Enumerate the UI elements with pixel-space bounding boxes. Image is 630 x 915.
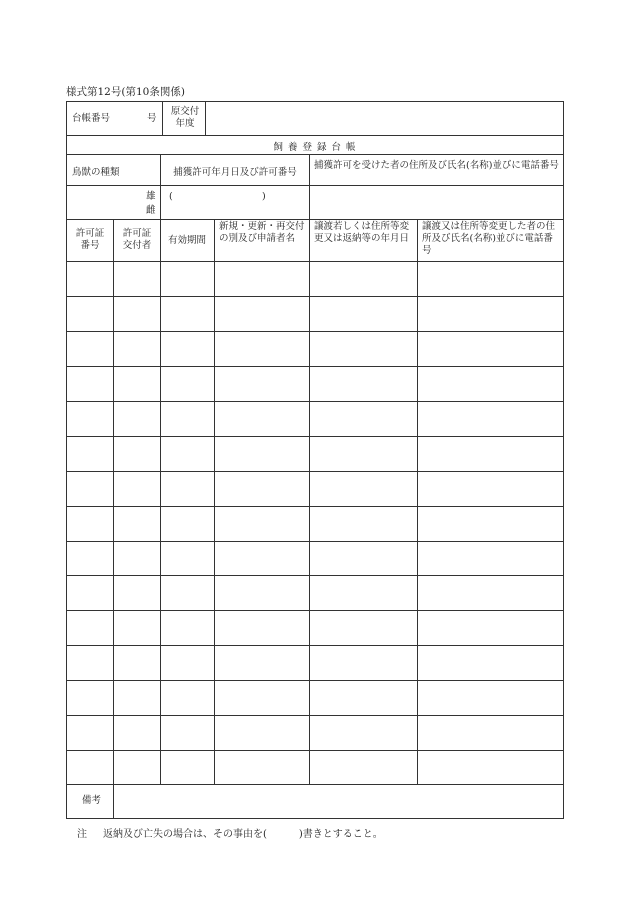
column-transfer-date: 譲渡若しくは住所等変更又は返納等の年月日 bbox=[314, 221, 410, 244]
table-cell[interactable] bbox=[418, 751, 563, 785]
table-cell[interactable] bbox=[114, 402, 160, 436]
table-cell[interactable] bbox=[310, 542, 417, 576]
table-cell[interactable] bbox=[215, 542, 309, 576]
table-cell[interactable] bbox=[418, 507, 563, 541]
rule-horizontal bbox=[66, 154, 564, 155]
rule-vertical bbox=[309, 219, 310, 785]
column-validity-period: 有効期間 bbox=[167, 235, 206, 246]
table-cell[interactable] bbox=[161, 367, 214, 401]
table-cell[interactable] bbox=[161, 611, 214, 645]
table-cell[interactable] bbox=[114, 297, 160, 331]
rule-horizontal bbox=[66, 185, 564, 186]
rule-horizontal bbox=[66, 645, 564, 646]
table-cell[interactable] bbox=[67, 576, 113, 610]
close-paren: ) bbox=[262, 191, 266, 202]
table-cell[interactable] bbox=[114, 367, 160, 401]
permit-issuer-line-1: 許可証 bbox=[122, 228, 152, 239]
table-cell[interactable] bbox=[310, 576, 417, 610]
column-permit-number bbox=[67, 228, 113, 252]
rule-horizontal bbox=[66, 506, 564, 507]
table-cell[interactable] bbox=[215, 507, 309, 541]
table-cell[interactable] bbox=[67, 542, 113, 576]
rule-vertical bbox=[160, 154, 161, 186]
table-cell[interactable] bbox=[161, 297, 214, 331]
footnote-text: 返納及び亡失の場合は、その事由を( bbox=[103, 829, 267, 840]
table-cell[interactable] bbox=[215, 611, 309, 645]
table-cell[interactable] bbox=[310, 472, 417, 506]
table-cell[interactable] bbox=[418, 576, 563, 610]
form-border-bottom bbox=[66, 818, 564, 819]
table-cell[interactable] bbox=[114, 472, 160, 506]
table-cell[interactable] bbox=[67, 437, 113, 471]
rule-horizontal bbox=[66, 366, 564, 367]
rule-horizontal bbox=[66, 610, 564, 611]
table-cell[interactable] bbox=[215, 437, 309, 471]
rule-horizontal bbox=[66, 715, 564, 716]
original-issue-line-2: 年度 bbox=[175, 118, 195, 129]
table-cell[interactable] bbox=[67, 611, 113, 645]
rule-horizontal bbox=[66, 219, 564, 220]
table-cell[interactable] bbox=[67, 297, 113, 331]
permit-number-line-1: 許可証 bbox=[75, 228, 105, 239]
table-cell[interactable] bbox=[215, 751, 309, 785]
table-cell[interactable] bbox=[114, 576, 160, 610]
rule-vertical bbox=[160, 219, 161, 785]
table-cell[interactable] bbox=[67, 507, 113, 541]
table-cell[interactable] bbox=[418, 646, 563, 680]
form-border-left bbox=[66, 101, 67, 819]
remarks-label: 備考 bbox=[82, 795, 102, 806]
table-cell[interactable] bbox=[310, 367, 417, 401]
table-cell[interactable] bbox=[418, 472, 563, 506]
table-cell[interactable] bbox=[114, 507, 160, 541]
permit-number-line-2: 番号 bbox=[80, 240, 100, 251]
female-label: 雌 bbox=[146, 205, 156, 216]
table-cell[interactable] bbox=[215, 402, 309, 436]
table-cell[interactable] bbox=[418, 611, 563, 645]
table-cell[interactable] bbox=[418, 297, 563, 331]
table-cell[interactable] bbox=[310, 716, 417, 750]
table-cell[interactable] bbox=[418, 367, 563, 401]
rule-horizontal bbox=[66, 296, 564, 297]
table-cell[interactable] bbox=[418, 262, 563, 296]
rule-horizontal bbox=[66, 135, 564, 136]
rule-vertical bbox=[214, 219, 215, 785]
table-cell[interactable] bbox=[310, 262, 417, 296]
table-cell[interactable] bbox=[161, 716, 214, 750]
table-cell[interactable] bbox=[67, 262, 113, 296]
table-cell[interactable] bbox=[67, 646, 113, 680]
table-cell[interactable] bbox=[161, 542, 214, 576]
table-cell[interactable] bbox=[215, 716, 309, 750]
table-cell[interactable] bbox=[310, 751, 417, 785]
table-cell[interactable] bbox=[67, 472, 113, 506]
rule-horizontal bbox=[66, 261, 564, 262]
table-cell[interactable] bbox=[418, 402, 563, 436]
species-label: 鳥獣の種類 bbox=[72, 167, 120, 178]
rule-horizontal bbox=[66, 471, 564, 472]
table-cell[interactable] bbox=[114, 646, 160, 680]
rule-horizontal bbox=[66, 784, 564, 785]
table-cell[interactable] bbox=[310, 681, 417, 715]
table-cell[interactable] bbox=[114, 681, 160, 715]
table-cell[interactable] bbox=[114, 437, 160, 471]
table-cell[interactable] bbox=[114, 611, 160, 645]
rule-vertical bbox=[309, 154, 310, 220]
table-cell[interactable] bbox=[310, 437, 417, 471]
table-cell[interactable] bbox=[67, 681, 113, 715]
rule-vertical bbox=[417, 219, 418, 785]
table-cell[interactable] bbox=[161, 402, 214, 436]
footnote-end: )書きとすること。 bbox=[298, 829, 383, 840]
form-border-top bbox=[66, 101, 564, 102]
table-cell[interactable] bbox=[310, 646, 417, 680]
open-paren: ( bbox=[169, 191, 173, 202]
form-border-right bbox=[563, 101, 564, 819]
captor-info-label: 捕獲許可を受けた者の住所及び氏名(名称)並びに電話番号 bbox=[314, 160, 559, 171]
number-suffix-label: 号 bbox=[147, 113, 157, 124]
table-cell[interactable] bbox=[215, 367, 309, 401]
column-permit-issuer bbox=[114, 228, 160, 252]
form-caption: 様式第12号(第10条関係) bbox=[66, 86, 185, 98]
rule-horizontal bbox=[66, 401, 564, 402]
table-cell[interactable] bbox=[418, 716, 563, 750]
table-cell[interactable] bbox=[215, 262, 309, 296]
table-cell[interactable] bbox=[215, 332, 309, 366]
table-cell[interactable] bbox=[161, 681, 214, 715]
original-issue-year-field[interactable] bbox=[206, 102, 563, 134]
rule-vertical bbox=[113, 219, 114, 785]
registration-ledger-form bbox=[66, 101, 564, 819]
table-cell[interactable] bbox=[215, 681, 309, 715]
table-cell[interactable] bbox=[114, 542, 160, 576]
remarks-field[interactable] bbox=[114, 785, 563, 818]
table-cell[interactable] bbox=[114, 332, 160, 366]
rule-horizontal bbox=[66, 750, 564, 751]
table-cell[interactable] bbox=[215, 297, 309, 331]
rule-horizontal bbox=[66, 575, 564, 576]
table-cell[interactable] bbox=[114, 716, 160, 750]
table-cell[interactable] bbox=[114, 262, 160, 296]
table-cell[interactable] bbox=[310, 507, 417, 541]
table-cell[interactable] bbox=[418, 681, 563, 715]
table-cell[interactable] bbox=[310, 297, 417, 331]
table-cell[interactable] bbox=[215, 472, 309, 506]
table-cell[interactable] bbox=[67, 751, 113, 785]
table-cell[interactable] bbox=[418, 332, 563, 366]
rule-horizontal bbox=[66, 541, 564, 542]
sex-count-field[interactable] bbox=[176, 187, 260, 213]
table-cell[interactable] bbox=[161, 332, 214, 366]
rule-vertical bbox=[160, 185, 161, 220]
footnote-prefix: 注 bbox=[77, 829, 87, 840]
table-cell[interactable] bbox=[215, 646, 309, 680]
rule-vertical bbox=[162, 101, 163, 136]
footnote bbox=[77, 825, 383, 840]
rule-vertical bbox=[113, 784, 114, 819]
table-cell[interactable] bbox=[310, 332, 417, 366]
rule-vertical bbox=[205, 101, 206, 136]
male-label: 雄 bbox=[146, 191, 156, 202]
table-cell[interactable] bbox=[114, 751, 160, 785]
rule-horizontal bbox=[66, 436, 564, 437]
table-cell[interactable] bbox=[161, 262, 214, 296]
column-transferee-info: 譲渡又は住所等変更した者の住所及び氏名(名称)並びに電話番号 bbox=[422, 221, 556, 256]
table-cell[interactable] bbox=[161, 437, 214, 471]
table-cell[interactable] bbox=[161, 576, 214, 610]
table-cell[interactable] bbox=[67, 367, 113, 401]
permit-issuer-line-2: 交付者 bbox=[122, 240, 152, 251]
rule-horizontal bbox=[66, 680, 564, 681]
table-cell[interactable] bbox=[310, 611, 417, 645]
table-cell[interactable] bbox=[418, 542, 563, 576]
original-issue-year-label bbox=[163, 106, 207, 130]
table-cell[interactable] bbox=[161, 507, 214, 541]
ledger-title: 飼 養 登 録 台 帳 bbox=[273, 142, 357, 153]
table-cell[interactable] bbox=[67, 332, 113, 366]
table-cell[interactable] bbox=[67, 402, 113, 436]
table-cell[interactable] bbox=[161, 646, 214, 680]
table-cell[interactable] bbox=[215, 576, 309, 610]
table-cell[interactable] bbox=[418, 437, 563, 471]
capture-permit-label: 捕獲許可年月日及び許可番号 bbox=[173, 167, 297, 178]
table-cell[interactable] bbox=[161, 751, 214, 785]
original-issue-line-1: 原交付 bbox=[170, 106, 200, 117]
table-cell[interactable] bbox=[161, 472, 214, 506]
table-cell[interactable] bbox=[67, 716, 113, 750]
rule-horizontal bbox=[66, 331, 564, 332]
ledger-number-label: 台帳番号 bbox=[72, 113, 111, 124]
table-cell[interactable] bbox=[310, 402, 417, 436]
column-application-type: 新規・更新・再交付の別及び申請者名 bbox=[219, 221, 305, 244]
